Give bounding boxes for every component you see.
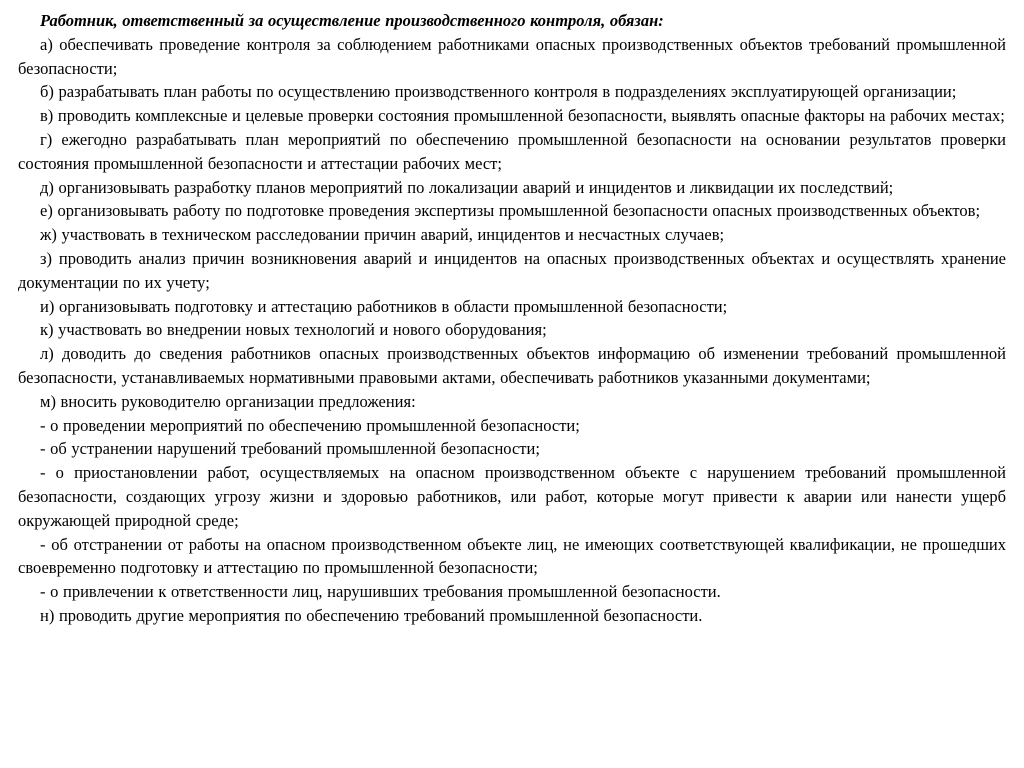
paragraph: - о приостановлении работ, осуществляемых на опасном производственном объекте с нарушением требований промышленной безопасности, создающих угрозу жизни и здоровью работников, или работ, которые могут привести к аварии или нанести ущерб окружающей природной среде; bbox=[18, 463, 1006, 530]
document-body bbox=[18, 9, 1006, 628]
paragraph: и) организовывать подготовку и аттестацию работников в области промышленной безопасности; bbox=[40, 296, 728, 316]
paragraph: а) обеспечивать проведение контроля за соблюдением работниками опасных производственных объектов требований промышленной безопасности; bbox=[18, 34, 1006, 78]
paragraph: г) ежегодно разрабатывать план мероприятий по обеспечению промышленной безопасности на основании результатов проверки состояния промышленной безопасности и аттестации рабочих мест; bbox=[18, 129, 1006, 173]
paragraph: - об устранении нарушений требований промышленной безопасности; bbox=[40, 439, 540, 459]
paragraph: - о проведении мероприятий по обеспечению промышленной безопасности; bbox=[40, 415, 580, 435]
paragraph: м) вносить руководителю организации предложения: bbox=[40, 391, 416, 411]
paragraph: - о привлечении к ответственности лиц, нарушивших требования промышленной безопасности. bbox=[40, 582, 721, 602]
paragraph: к) участвовать во внедрении новых технологий и нового оборудования; bbox=[40, 320, 547, 340]
paragraph: - об отстранении от работы на опасном производственном объекте лиц, не имеющих соответствующей квалификации, не прошедших своевременно подготовку и аттестацию по промышленной безопасности; bbox=[18, 534, 1006, 578]
paragraph: л) доводить до сведения работников опасных производственных объектов информацию об изменении требований промышленной безопасности, устанавливаемых нормативными правовыми актами, обеспечивать работников указанными документами; bbox=[18, 344, 1006, 387]
paragraph: е) организовывать работу по подготовке проведения экспертизы промышленной безопасности опасных производственных объектов; bbox=[40, 201, 981, 221]
document-title: Работник, ответственный за осуществление производственного контроля, обязан: bbox=[40, 11, 664, 30]
paragraph: в) проводить комплексные и целевые проверки состояния промышленной безопасности, выявлять опасные факторы на рабочих местах; bbox=[40, 106, 1005, 126]
paragraph: н) проводить другие мероприятия по обеспечению требований промышленной безопасности. bbox=[40, 605, 703, 625]
paragraph: ж) участвовать в техническом расследовании причин аварий, инцидентов и несчастных случаев; bbox=[40, 225, 725, 245]
paragraph: б) разрабатывать план работы по осуществлению производственного контроля в подразделениях эксплуатирующей организации; bbox=[40, 82, 957, 102]
paragraph: д) организовывать разработку планов мероприятий по локализации аварий и инцидентов и ликвидации их последствий; bbox=[40, 177, 894, 197]
paragraph: з) проводить анализ причин возникновения аварий и инцидентов на опасных производственных объектах и осуществлять хранение документации по их учету; bbox=[18, 248, 1006, 292]
